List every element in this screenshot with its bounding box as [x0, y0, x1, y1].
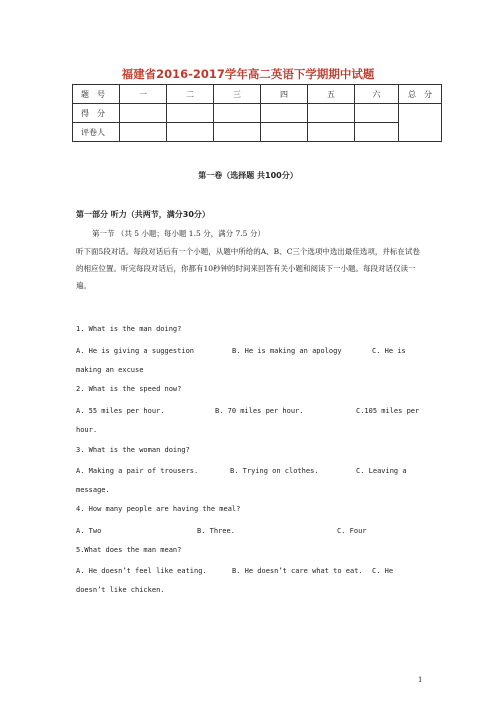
grader-cell [167, 123, 214, 142]
score-cell [308, 104, 355, 123]
option-a: A. He is giving a suggestion [76, 347, 195, 355]
question-5: 5.What does the man mean? [76, 546, 182, 554]
option-c-continued: making an excuse [76, 366, 144, 374]
row-label: 得 分 [73, 104, 120, 123]
score-cell [167, 104, 214, 123]
option-c: C. Four [337, 527, 367, 535]
option-c: C. He is [372, 347, 406, 355]
option-b: B. Trying on clothes. [230, 467, 319, 475]
option-c-continued: message. [76, 486, 110, 494]
option-c: C. Leaving a [356, 467, 407, 475]
option-c: C.105 miles per [356, 407, 420, 415]
question-3: 3. What is the woman doing? [76, 446, 190, 454]
header-cell: 题 号 [73, 85, 120, 104]
option-a: A. Two [76, 527, 102, 535]
option-b: B. Three. [197, 527, 235, 535]
score-cell [120, 104, 167, 123]
header-cell: 总 分 [399, 85, 442, 104]
score-table [72, 84, 442, 142]
section-title: 第一卷（选择题 共100分） [198, 171, 298, 180]
header-cell: 四 [261, 85, 308, 104]
score-cell [261, 104, 308, 123]
grader-cell [214, 123, 261, 142]
section-subtitle: 第一节 （共 5 小题；每小题 1.5 分，满分 7.5 分） [92, 229, 265, 238]
option-b: B. 70 miles per hour. [215, 407, 304, 415]
header-cell: 六 [355, 85, 399, 104]
score-cell [355, 104, 399, 123]
question-2: 2. What is the speed now? [76, 385, 182, 393]
grader-cell [308, 123, 355, 142]
exam-title: 福建省2016-2017学年高二英语下学期期中试题 [121, 67, 375, 81]
score-row [73, 104, 442, 123]
option-b: B. He is making an apology [232, 347, 342, 355]
grader-cell [355, 123, 399, 142]
header-cell: 一 [120, 85, 167, 104]
option-a: A. He doesn’t feel like eating. [76, 567, 207, 575]
question-1: 1. What is the man doing? [76, 325, 182, 333]
part-title: 第一部分 听力（共两节，满分30分） [76, 210, 210, 219]
option-c-continued: doesn’t like chicken. [76, 586, 165, 594]
instructions: 听下面5段对话。每段对话后有一个小题，从题中所给的A、B、C三个选项中选出最佳选项，并标在试卷的相应位置。听完每段对话后，你都有10秒钟的时间来回答有关小题和阅读下一小题。每段对话仅读一遍。 [76, 247, 420, 290]
option-c: C. He [372, 567, 394, 575]
option-b: B. He doesn’t care what to eat. [232, 567, 363, 575]
header-cell: 五 [308, 85, 355, 104]
page-number: 1 [418, 676, 423, 684]
option-a: A. Making a pair of trousers. [76, 467, 199, 475]
total-cell [399, 104, 442, 142]
row-label: 评卷人 [73, 123, 120, 142]
option-a: A. 55 miles per hour. [76, 407, 165, 415]
header-cell: 二 [167, 85, 214, 104]
header-cell: 三 [214, 85, 261, 104]
score-table-header-row [73, 85, 442, 104]
grader-cell [261, 123, 308, 142]
option-c-continued: hour. [76, 426, 98, 434]
score-cell [214, 104, 261, 123]
question-4: 4. How many people are having the meal? [76, 505, 241, 513]
grader-row [73, 123, 442, 142]
grader-cell [120, 123, 167, 142]
